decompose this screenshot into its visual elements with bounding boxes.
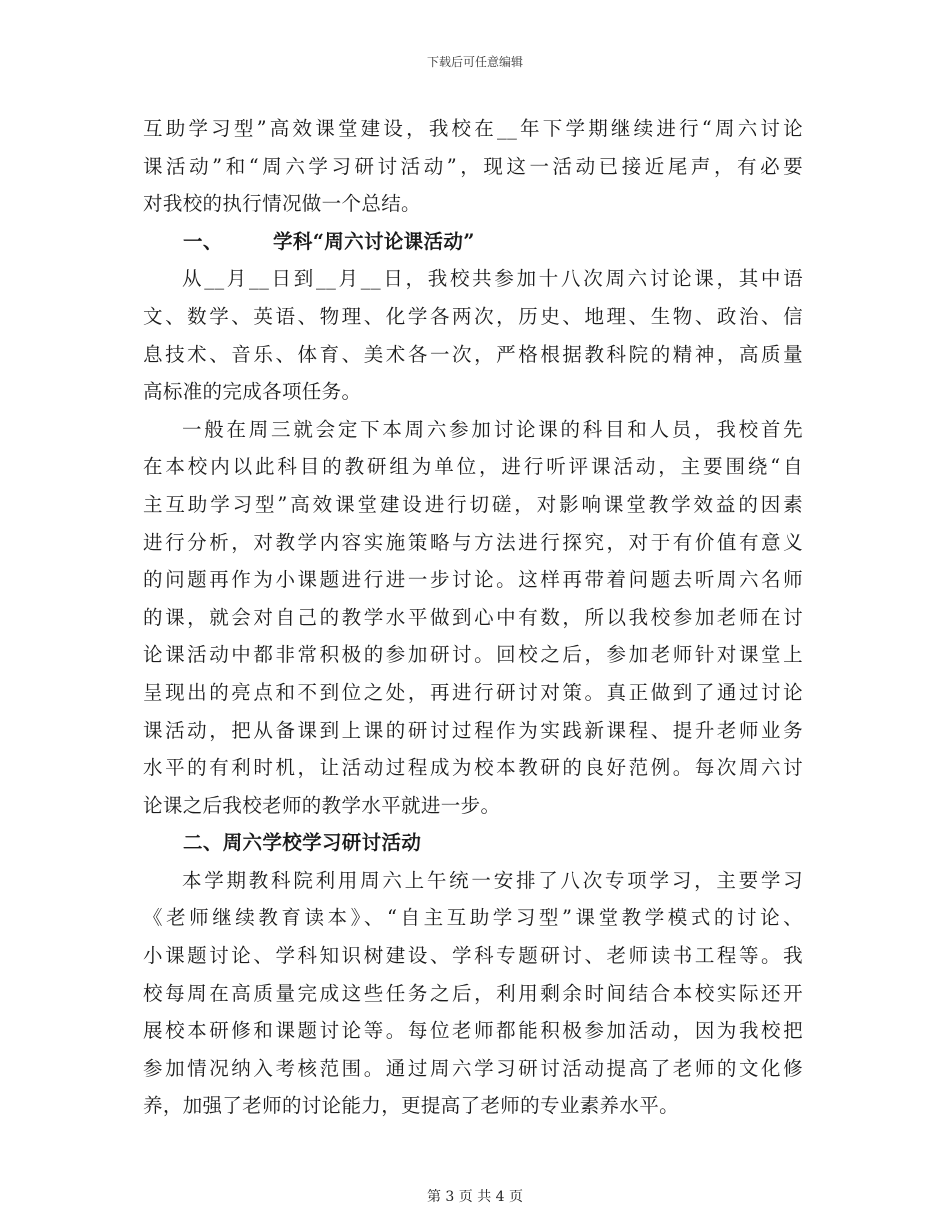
- paragraph-line: 主互助学习型”高效课堂建设进行切磋，对影响课堂教学效益的因素: [143, 492, 803, 516]
- paragraph-line: 水平的有利时机，让活动过程成为校本教研的良好范例。每次周六讨: [143, 756, 803, 780]
- intro-line: 课活动”和“周六学习研讨活动”，现这一活动已接近尾声，有必要: [143, 154, 803, 178]
- paragraph-line: 进行分析，对教学内容实施策略与方法进行探究，对于有价值有意义: [143, 530, 803, 554]
- paragraph-line: 校每周在高质量完成这些任务之后，利用剩余时间结合本校实际还开: [143, 981, 803, 1005]
- intro-line: 对我校的执行情况做一个总结。: [143, 192, 421, 216]
- paragraph-line: 展校本研修和课题讨论等。每位老师都能积极参加活动，因为我校把: [143, 1019, 803, 1043]
- paragraph-line: 论课活动中都非常积极的参加研讨。回校之后，参加老师针对课堂上: [143, 643, 803, 667]
- paragraph-line: 《老师继续教育读本》、“自主互助学习型”课堂教学模式的讨论、: [143, 906, 803, 930]
- paragraph-line: 的问题再作为小课题进行进一步讨论。这样再带着问题去听周六名师: [143, 568, 803, 592]
- paragraph-line: 文、数学、英语、物理、化学各两次，历史、地理、生物、政治、信: [143, 304, 803, 328]
- paragraph-line: 的课，就会对自己的教学水平做到心中有数，所以我校参加老师在讨: [143, 605, 803, 629]
- intro-line: 互助学习型”高效课堂建设，我校在__年下学期继续进行“周六讨论: [143, 117, 803, 140]
- paragraph-line: 养，加强了老师的讨论能力，更提高了老师的专业素养水平。: [143, 1094, 679, 1118]
- section-heading-1: [143, 223, 803, 261]
- paragraph-line: 课活动，把从备课到上课的研讨过程作为实践新课程、提升老师业务: [143, 718, 803, 742]
- section-heading-text: 学科“周六讨论课活动”: [273, 229, 475, 253]
- paragraph-line: 高标准的完成各项任务。: [143, 380, 362, 404]
- document-body: [143, 110, 803, 1125]
- paragraph-line: 本学期教科院利用周六上午统一安排了八次专项学习，主要学习: [182, 868, 803, 892]
- paragraph-line: 息技术、音乐、体育、美术各一次，严格根据教科院的精神，高质量: [143, 342, 803, 366]
- page-footer: 第 3 页 共 4 页: [426, 1189, 524, 1205]
- paragraph-line: 在本校内以此科目的教研组为单位，进行听评课活动，主要围绕“自: [143, 455, 803, 479]
- paragraph-line: 论课之后我校老师的教学水平就进一步。: [143, 793, 501, 817]
- paragraph-line: 从__月__日到__月__日，我校共参加十八次周六讨论课，其中语: [182, 267, 803, 291]
- paragraph-line: 参加情况纳入考核范围。通过周六学习研讨活动提高了老师的文化修: [143, 1056, 803, 1080]
- section-heading-number: 一、: [183, 229, 223, 253]
- paragraph-line: 小课题讨论、学科知识树建设、学科专题研讨、老师读书工程等。我: [143, 944, 803, 968]
- page-header: 下载后可任意编辑: [426, 55, 523, 69]
- section-heading-2: 二、周六学校学习研讨活动: [183, 831, 422, 855]
- paragraph-line: 一般在周三就会定下本周六参加讨论课的科目和人员，我校首先: [182, 417, 803, 441]
- paragraph-line: 呈现出的亮点和不到位之处，再进行研讨对策。真正做到了通过讨论: [143, 680, 803, 704]
